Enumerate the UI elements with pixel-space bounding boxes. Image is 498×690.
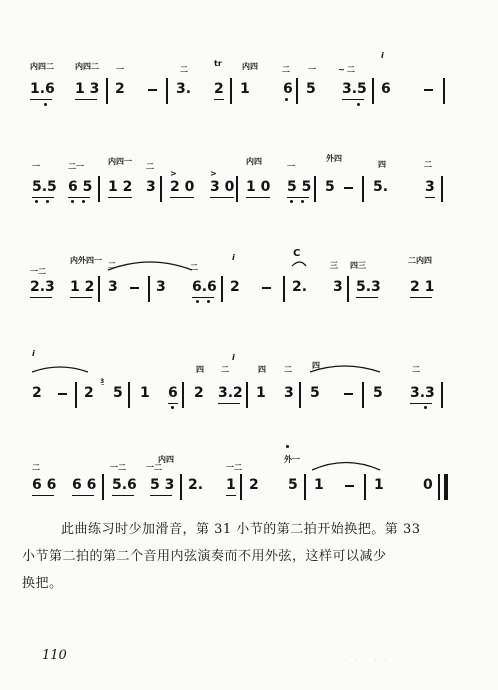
note: 5 (373, 385, 383, 401)
fingering-mark: 二 (190, 263, 198, 272)
note: 1 (140, 385, 150, 401)
fingering-mark: 内四 (246, 157, 262, 166)
note: 2 (84, 385, 94, 401)
note: 3. (176, 81, 192, 97)
fingering-mark: 二 (282, 65, 290, 74)
note: 1 (374, 477, 384, 493)
note: 6.6 (192, 279, 217, 295)
fingering-mark: 四三 (350, 261, 366, 270)
fingering-mark: 一 (308, 65, 316, 74)
note: 2 (194, 385, 204, 401)
fingering-mark: 一二 (146, 463, 162, 472)
note: 1.6 (30, 81, 55, 97)
fingering-mark: 内四二 (30, 62, 54, 71)
note: 1 (314, 477, 324, 493)
fingering-mark: 二 (108, 261, 116, 270)
note: 1 (256, 385, 266, 401)
fingering-mark: 二 (146, 162, 154, 171)
practice-note-line-2: 小节第二拍的第二个音用内弦演奏而不用外弦，这样可以减少 (22, 549, 387, 564)
note: 2 (32, 385, 42, 401)
note: 6 6 (32, 477, 57, 493)
note: 5 5 (287, 179, 312, 195)
note: 2 (214, 81, 224, 97)
note: 5.3 (356, 279, 381, 295)
note: 3 (146, 179, 156, 195)
note: 1 2 (70, 279, 95, 295)
fingering-mark: 一二 (226, 463, 242, 472)
fingering-mark: 一 (32, 162, 40, 171)
note: 5 (310, 385, 320, 401)
note: 5 (288, 477, 298, 493)
accent-mark: > (210, 169, 217, 178)
note: 3 (108, 279, 118, 295)
fingering-mark: 一二 (30, 267, 46, 276)
note: 3 (333, 279, 343, 295)
position-mark: i (32, 349, 35, 358)
note: 2 (249, 477, 259, 493)
fingering-mark: 内四 (242, 62, 258, 71)
note: 3.3 (410, 385, 435, 401)
note: 6 (168, 385, 178, 401)
circle-mark: C (293, 248, 301, 259)
fingering-mark: 二 (412, 365, 420, 374)
slur (32, 367, 88, 372)
slur (312, 463, 380, 471)
position-mark: i (381, 51, 384, 60)
fingering-mark: 内四 (158, 455, 174, 464)
note: 6 (283, 81, 293, 97)
fingering-mark: 二 (32, 463, 40, 472)
note: 3 (284, 385, 294, 401)
note: 5 (306, 81, 316, 97)
fingering-mark: 一二 (110, 463, 126, 472)
position-mark: i (232, 353, 235, 362)
trill-mark: tr (214, 59, 222, 68)
practice-note-line-1: 此曲练习时少加滑音，第 31 小节的第二拍开始换把。第 33 (61, 522, 421, 537)
fingering-mark: 二 (424, 160, 432, 169)
note: 6 6 (72, 477, 97, 493)
note: 2 (230, 279, 240, 295)
fingering-mark: 四 (312, 361, 320, 370)
grace-note: 3̲ (100, 378, 105, 385)
note: 6 (381, 81, 391, 97)
slur (310, 366, 380, 372)
fingering-mark: 二 (284, 365, 292, 374)
fingering-mark: 外四 (326, 154, 342, 163)
fingering-mark: 二内四 (408, 256, 432, 265)
note: 5 3 (150, 477, 175, 493)
position-mark: i (232, 253, 235, 262)
fingering-mark: 二 (221, 365, 229, 374)
note: 3 (425, 179, 435, 195)
fingering-mark: 二 (347, 65, 355, 74)
accent-mark: > (170, 169, 177, 178)
note: 3.2 (218, 385, 243, 401)
note: 3 (156, 279, 166, 295)
note: 5.5 (32, 179, 57, 195)
note: 1 3 (75, 81, 100, 97)
note: 6 5 (68, 179, 93, 195)
fingering-mark: 内外四一 (70, 256, 102, 265)
fingering-mark: 外一 (284, 455, 300, 464)
fingering-mark: 二一 (68, 162, 84, 171)
fingering-mark: 四 (258, 365, 266, 374)
slur (108, 262, 192, 270)
note: 5. (373, 179, 389, 195)
fingering-mark: 一 (116, 65, 124, 74)
note: 2 0 (170, 179, 195, 195)
page-number: 110 (42, 648, 67, 663)
fingering-mark: 四 (378, 160, 386, 169)
fingering-mark: 三 (330, 261, 338, 270)
fingering-mark: 一 (287, 162, 295, 171)
fingering-mark: 四 (196, 365, 204, 374)
note: 2 (115, 81, 125, 97)
fingering-mark: 二 (180, 65, 188, 74)
note: 5 (113, 385, 123, 401)
note: 1 2 (108, 179, 133, 195)
note: 1 0 (246, 179, 271, 195)
note: 5 (325, 179, 335, 195)
note: 5.6 (112, 477, 137, 493)
scan-speckle: · · · · · · (345, 658, 399, 665)
slur (292, 262, 306, 266)
note: 2. (188, 477, 204, 493)
note: 2.3 (30, 279, 55, 295)
fingering-mark: 内四二 (75, 62, 99, 71)
note: 1 (226, 477, 236, 493)
fingering-mark: 内四一 (108, 157, 132, 166)
note: 3 0 (210, 179, 235, 195)
note: 1 (240, 81, 250, 97)
practice-note (22, 516, 442, 597)
note: 2. (292, 279, 308, 295)
practice-note-line-3: 换把。 (22, 576, 63, 591)
note: 3.5 (342, 81, 367, 97)
note: 0 (423, 477, 433, 493)
glissando-mark: ∼ (338, 65, 345, 74)
note: 2 1 (410, 279, 435, 295)
